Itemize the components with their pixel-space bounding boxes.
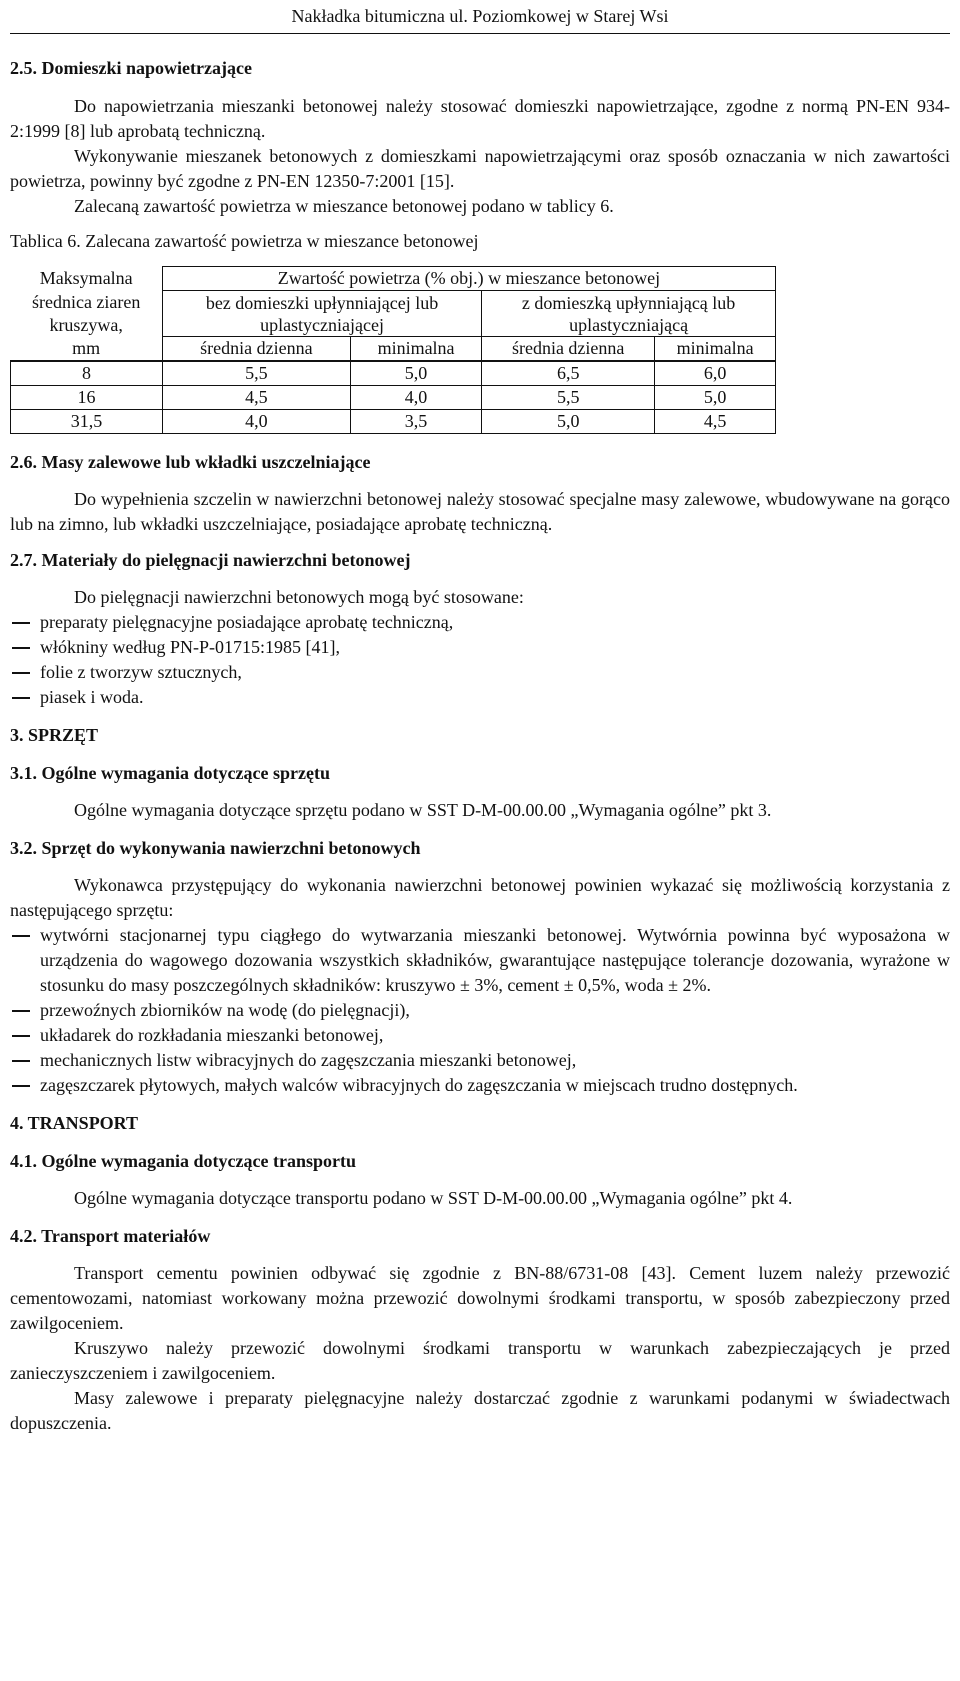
heading-3-2: 3.2. Sprzęt do wykonywania nawierzchni betonowych [10,838,421,858]
paragraph: Do napowietrzania mieszanki betonowej należy stosować domieszki napowietrzające, zgodne z normą PN-EN 934-2:1999 [8] lub aprobatą techniczną. [10,96,950,141]
table-caption: Tablica 6. Zalecana zawartość powietrza w mieszance betonowej [10,231,479,251]
table-leaf-head: średnia dzienna [162,337,350,362]
table-cell: 8 [11,361,163,386]
table-head-cell: kruszywa, [49,314,123,335]
table-cell: 5,0 [350,361,481,386]
paragraph: Transport cementu powinien odbywać się zgodnie z BN-88/6731-08 [43]. Cement luzem należy przewozić cementowozami, natomiast workowany można przewozić dowolnymi środkami transportu, w sposób zabezpieczony przed zawilgoceniem. [10,1263,950,1333]
subhead-line: uplastyczniającej [260,314,384,335]
table-subhead-with-admixture [482,291,776,337]
table-cell: 4,5 [655,410,776,434]
heading-3-1: 3.1. Ogólne wymagania dotyczące sprzętu [10,763,330,783]
table-cell: 3,5 [350,410,481,434]
list-item: piasek i woda. [10,685,950,710]
subhead-line: uplastyczniającą [569,314,689,335]
table-cell: 4,0 [162,410,350,434]
materials-list [10,610,950,710]
heading-2-7: 2.7. Materiały do pielęgnacji nawierzchni betonowej [10,550,411,570]
table-cell: 31,5 [11,410,163,434]
table-leaf-head: minimalna [350,337,481,362]
list-item: mechanicznych listw wibracyjnych do zagęszczania mieszanki betonowej, [10,1048,950,1073]
paragraph: Ogólne wymagania dotyczące transportu podano w SST D-M-00.00.00 „Wymagania ogólne” pkt 4. [74,1188,793,1208]
list-item: zagęszczarek płytowych, małych walców wibracyjnych do zagęszczania w miejscach trudno dostępnych. [10,1073,950,1098]
list-item: przewoźnych zbiorników na wodę (do pielęgnacji), [10,998,950,1023]
heading-4-1: 4.1. Ogólne wymagania dotyczące transportu [10,1151,356,1171]
table-row [11,386,776,410]
table-row [11,410,776,434]
table-cell: 4,0 [350,386,481,410]
paragraph: Do pielęgnacji nawierzchni betonowych mogą być stosowane: [74,587,524,607]
table-cell: 5,0 [655,386,776,410]
heading-4-2: 4.2. Transport materiałów [10,1226,211,1246]
table-cell: 5,0 [482,410,655,434]
table-subhead-no-admixture [162,291,481,337]
table-cell: 4,5 [162,386,350,410]
list-item: włókniny według PN-P-01715:1985 [41], [10,635,950,660]
list-item: wytwórni stacjonarnej typu ciągłego do wytwarzania mieszanki betonowej. Wytwórnia powinna być wyposażona w urządzenia do wagowego dozowania wszystkich składników, gwarantujące następujące tolerancje dozowania, wyrażone w stosunku do masy poszczególnych składników: kruszywo ± 3%, cement ± 0,5%, woda ± 2%. [10,923,950,998]
heading-4: 4. TRANSPORT [10,1113,139,1133]
subhead-line: bez domieszki upłynniającej lub [205,292,439,313]
heading-3: 3. SPRZĘT [10,725,99,745]
paragraph: Ogólne wymagania dotyczące sprzętu podano w SST D-M-00.00.00 „Wymagania ogólne” pkt 3. [74,800,772,820]
equipment-list [10,923,950,1098]
table-head-cell: średnica ziaren [31,291,141,312]
paragraph: Do wypełnienia szczelin w nawierzchni betonowej należy stosować specjalne masy zalewowe, wbudowywane na gorąco lub na zimno, lub wkładki uszczelniające, posiadające aprobatę techniczną. [10,489,950,534]
table-leaf-head: średnia dzienna [482,337,655,362]
table-cell: 6,5 [482,361,655,386]
table-row [11,361,776,386]
paragraph: Kruszywo należy przewozić dowolnymi środkami transportu w warunkach zabezpieczających je przed zanieczyszczeniem i zawilgoceniem. [10,1338,950,1383]
table-leaf-head: minimalna [655,337,776,362]
table-cell: 5,5 [162,361,350,386]
list-item: folie z tworzyw sztucznych, [10,660,950,685]
paragraph: Wykonawca przystępujący do wykonania nawierzchni betonowej powinien wykazać się możliwością korzystania z następującego sprzętu: [10,875,950,920]
table-cell: 16 [11,386,163,410]
heading-2-5: 2.5. Domieszki napowietrzające [10,58,252,78]
running-header: Nakładka bitumiczna ul. Poziomkowej w Starej Wsi [10,0,950,34]
list-item: preparaty pielęgnacyjne posiadające aprobatę techniczną, [10,610,950,635]
paragraph: Wykonywanie mieszanek betonowych z domieszkami napowietrzającymi oraz sposób oznaczania w nich zawartości powietrza, powinny być zgodne z PN-EN 12350-7:2001 [15]. [10,146,950,191]
paragraph: Zalecaną zawartość powietrza w mieszance betonowej podano w tablicy 6. [74,196,614,216]
subhead-line: z domieszką upłynniającą lub [521,292,736,313]
table-cell: 5,5 [482,386,655,410]
table-cell: 6,0 [655,361,776,386]
table-group-head: Zwartość powietrza (% obj.) w mieszance betonowej [162,267,775,291]
table-head-cell: Maksymalna [39,268,133,288]
paragraph: Masy zalewowe i preparaty pielęgnacyjne należy dostarczać zgodnie z warunkami podanymi w świadectwach dopuszczenia. [10,1388,950,1433]
list-item: układarek do rozkładania mieszanki betonowej, [10,1023,950,1048]
table-head-cell: mm [11,337,163,362]
table-6 [10,266,776,434]
heading-2-6: 2.6. Masy zalewowe lub wkładki uszczelniające [10,452,371,472]
